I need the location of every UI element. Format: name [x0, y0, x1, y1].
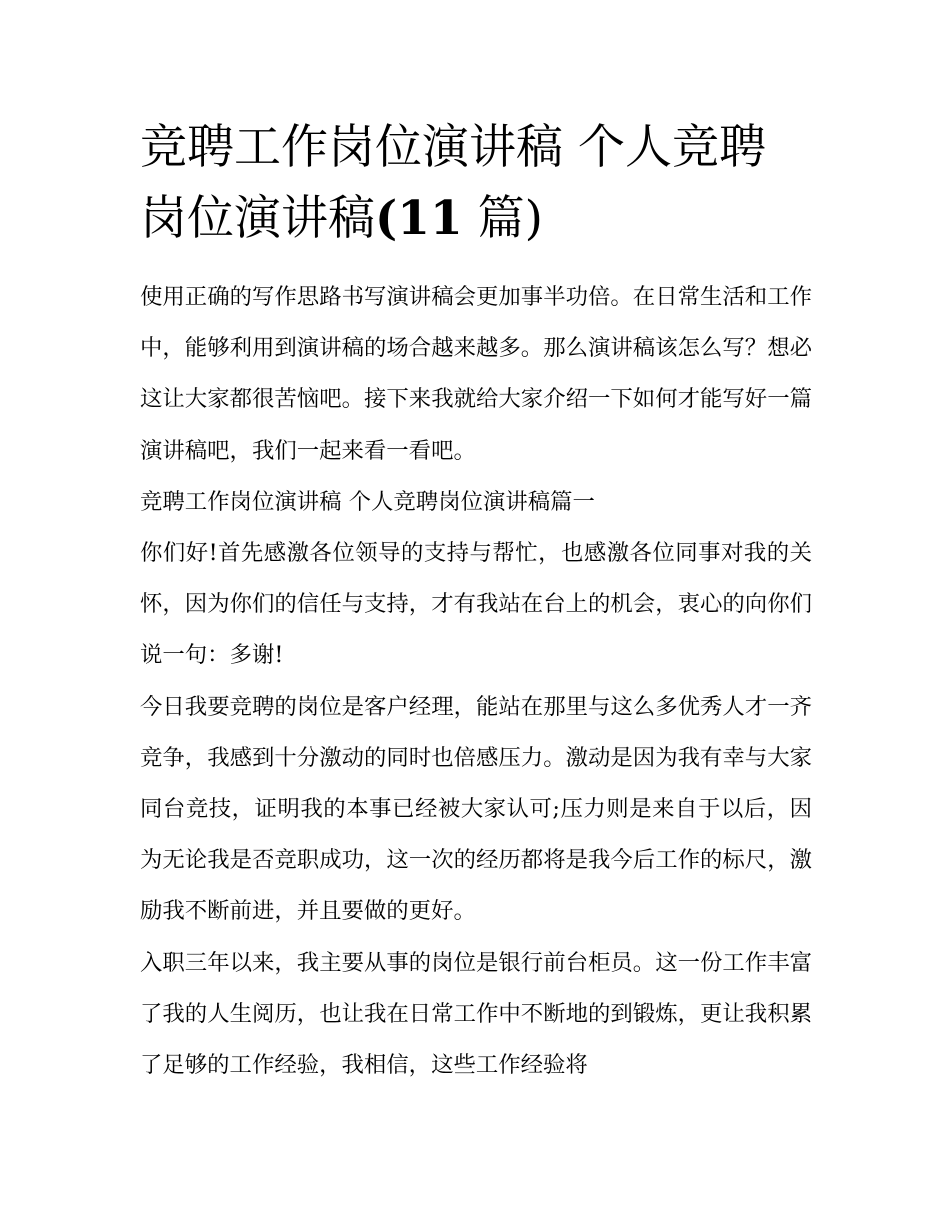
- intro-paragraph: 使用正确的写作思路书写演讲稿会更加事半功倍。在日常生活和工作中，能够利用到演讲稿的场合越来越多。那么演讲稿该怎么写？想必这让大家都很苦恼吧。接下来我就给大家介绍一下如何才能写好一篇演讲稿吧，我们一起来看一看吧。: [140, 284, 812, 464]
- title-line-2-suffix: 篇): [462, 191, 543, 246]
- body-paragraph-2: 今日我要竞聘的岗位是客户经理，能站在那里与这么多优秀人才一齐竞争，我感到十分激动的同时也倍感压力。激动是因为我有幸与大家同台竞技，证明我的本事已经被大家认可;压力则是来自于以后，因为无论我是否竞职成功，这一次的经历都将是我今后工作的标尺，激励我不断前进，并且要做的更好。: [140, 693, 812, 925]
- body-paragraph-1: 你们好!首先感激各位领导的支持与帮忙，也感激各位同事对我的关怀，因为你们的信任与支持，才有我站在台上的机会，衷心的向你们说一句：多谢!: [140, 540, 812, 669]
- title-line-2-text: 岗位演讲稿: [140, 191, 375, 246]
- body-paragraph-3: 入职三年以来，我主要从事的岗位是银行前台柜员。这一份工作丰富了我的人生阅历，也让我在日常工作中不断地的到锻炼，更让我积累了足够的工作经验，我相信，这些工作经验将: [140, 949, 812, 1079]
- title-line-2: [140, 183, 812, 254]
- title-count: (11: [375, 191, 463, 246]
- document-content: [140, 272, 812, 1091]
- title-line-1: 竞聘工作岗位演讲稿 个人竞聘: [140, 120, 766, 175]
- document-title: [140, 112, 812, 254]
- document-body: [140, 112, 812, 1091]
- section-heading: 竞聘工作岗位演讲稿 个人竞聘岗位演讲稿篇一: [140, 488, 595, 515]
